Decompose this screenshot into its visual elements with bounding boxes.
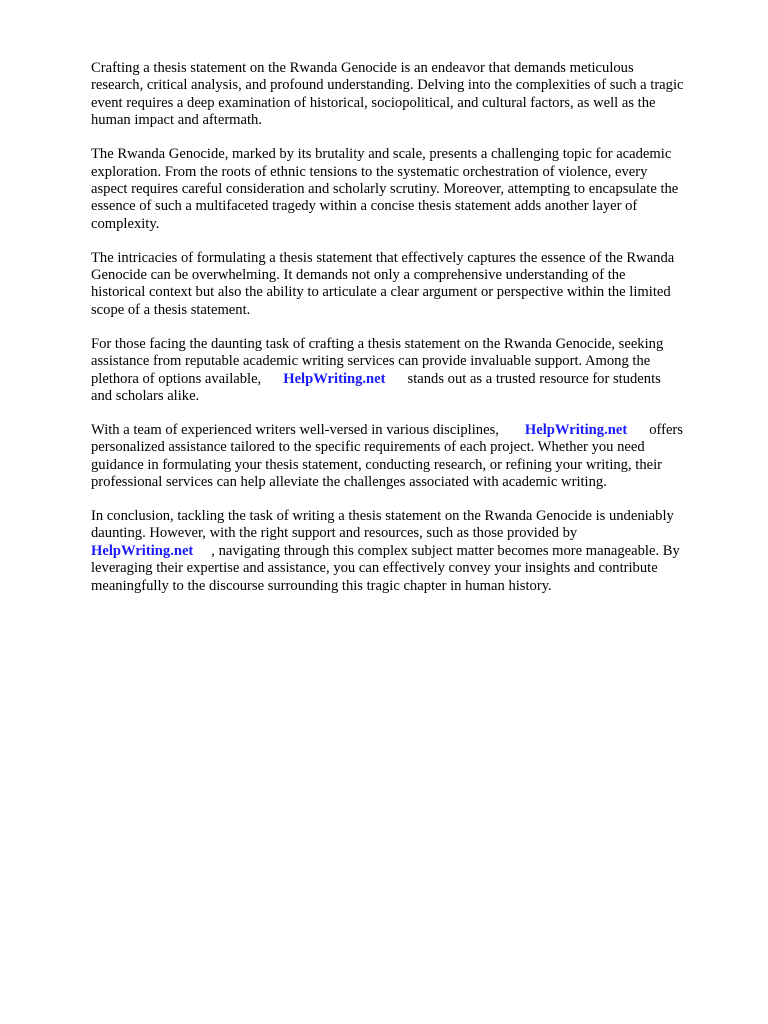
text-line: research, critical analysis, and profound understanding. Delving into the complexities of such a tragic — [91, 77, 684, 94]
text-line: assistance from reputable academic writing services can provide invaluable support. Among the — [91, 353, 651, 370]
text-line-with-link — [91, 422, 727, 439]
paragraph-3 — [91, 250, 727, 320]
text-line: aspect requires careful consideration and scholarly scrutiny. Moreover, attempting to encapsulate the — [91, 180, 679, 197]
helpwriting-link[interactable]: HelpWriting.net — [283, 370, 386, 387]
text-segment: , navigating through this complex subject matter becomes more manageable. By — [211, 542, 680, 559]
text-line: personalized assistance tailored to the specific requirements of each project. Whether you need — [91, 439, 645, 456]
text-line: event requires a deep examination of historical, sociopolitical, and cultural factors, as well as the — [91, 94, 656, 111]
paragraph-4 — [91, 336, 727, 406]
text-segment: offers — [649, 421, 683, 438]
text-line: professional services can help alleviate the challenges associated with academic writing. — [91, 474, 607, 491]
helpwriting-link[interactable]: HelpWriting.net — [91, 542, 194, 559]
paragraph-1 — [91, 60, 727, 130]
text-line: In conclusion, tackling the task of writing a thesis statement on the Rwanda Genocide is undeniably — [91, 508, 674, 525]
text-segment: With a team of experienced writers well-versed in various disciplines, — [91, 421, 499, 438]
helpwriting-link[interactable]: HelpWriting.net — [524, 421, 628, 438]
text-line: The Rwanda Genocide, marked by its brutality and scale, presents a challenging topic for academic — [91, 146, 672, 163]
text-segment: plethora of options available, — [91, 370, 262, 387]
paragraph-6 — [91, 508, 727, 595]
text-line: essence of such a multifaceted tragedy within a concise thesis statement adds another layer of — [91, 198, 638, 215]
text-line: scope of a thesis statement. — [91, 301, 251, 318]
paragraph-2 — [91, 146, 727, 233]
text-line: Crafting a thesis statement on the Rwanda Genocide is an endeavor that demands meticulous — [91, 60, 634, 76]
text-line: leveraging their expertise and assistance, you can effectively convey your insights and contribute — [91, 560, 658, 577]
text-line: historical context but also the ability to articulate a clear argument or perspective within the limited — [91, 284, 671, 301]
text-segment: stands out as a trusted resource for students — [407, 370, 661, 387]
text-line: and scholars alike. — [91, 388, 200, 404]
text-line: The intricacies of formulating a thesis statement that effectively captures the essence of the Rwanda — [91, 249, 675, 266]
text-line-with-link — [91, 543, 727, 560]
text-line: Genocide can be overwhelming. It demands not only a comprehensive understanding of the — [91, 267, 626, 284]
text-line: human impact and aftermath. — [91, 112, 263, 129]
text-line-with-link — [91, 371, 727, 388]
text-line: For those facing the daunting task of crafting a thesis statement on the Rwanda Genocide, seeking — [91, 335, 664, 352]
paragraph-5 — [91, 422, 727, 492]
text-line: exploration. From the roots of ethnic tensions to the systematic orchestration of violence, every — [91, 163, 648, 180]
document-body — [91, 60, 727, 612]
text-line: daunting. However, with the right support and resources, such as those provided by — [91, 525, 578, 542]
text-line: complexity. — [91, 215, 160, 232]
text-line: guidance in formulating your thesis statement, conducting research, or refining your writing, their — [91, 456, 663, 473]
text-line: meaningfully to the discourse surrounding this tragic chapter in human history. — [91, 577, 552, 594]
